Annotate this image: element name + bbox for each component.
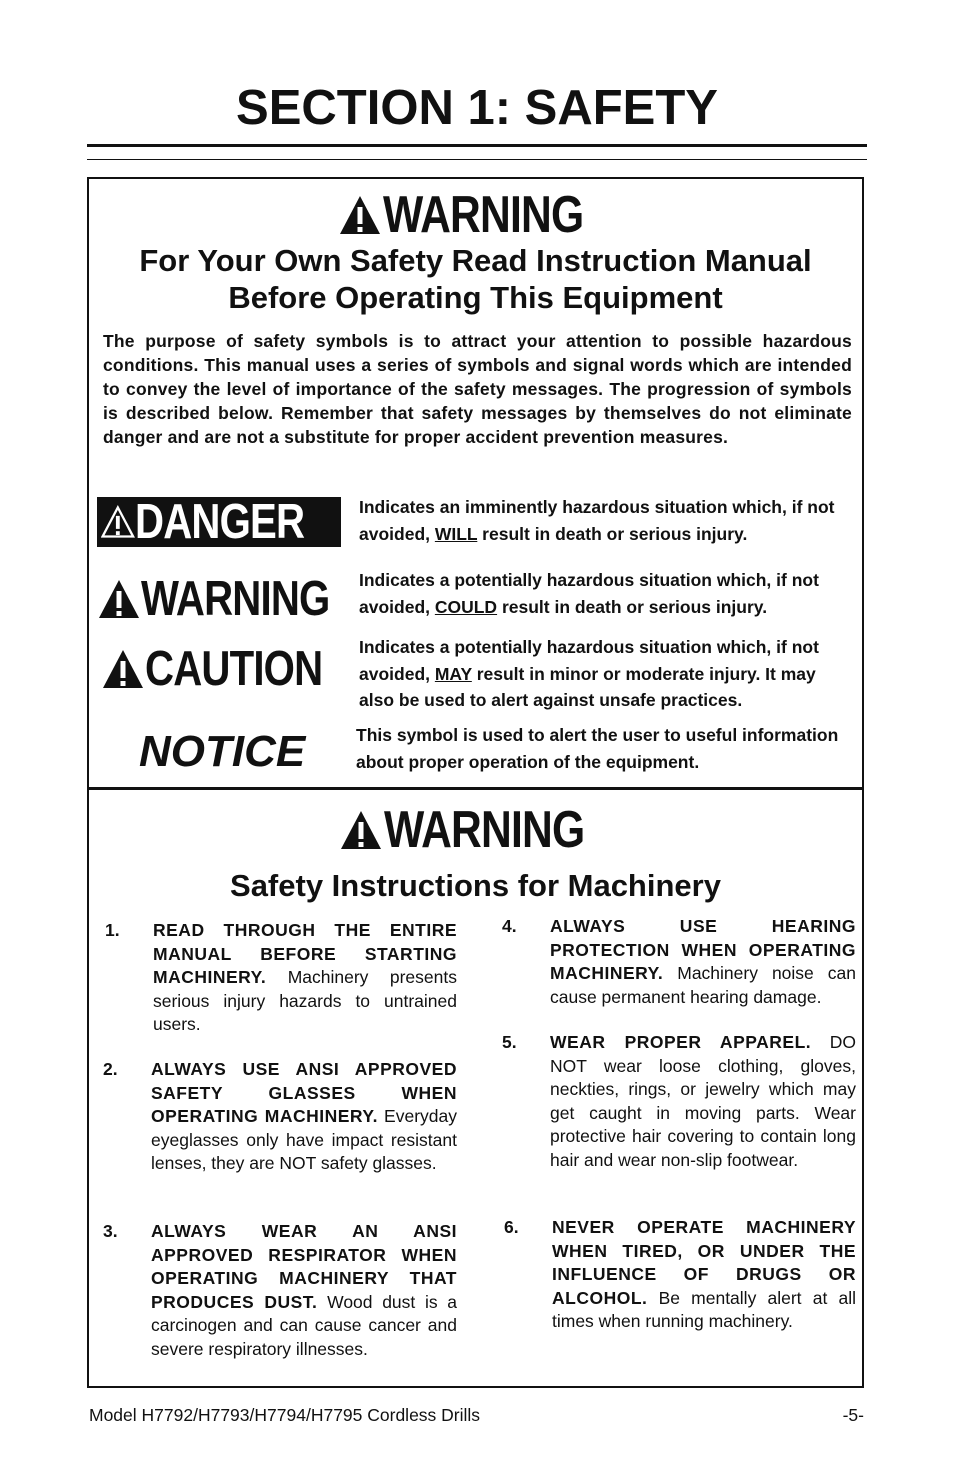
item-text: Wood dust is a carcinogen and can cause cancer and severe respiratory illnesses. xyxy=(151,1291,458,1359)
warning-description xyxy=(359,567,854,620)
item-lead: ALWAYS WEAR AN ANSI APPROVED RESPIRATOR WHEN OPERATING MACHINERY THAT PRODUCES DUST. xyxy=(151,1221,457,1312)
item-lead: READ THROUGH THE ENTIRE MANUAL BEFORE STARTING MACHINERY. xyxy=(153,920,457,987)
caution-signal xyxy=(101,641,361,697)
warning-signal xyxy=(97,571,371,627)
warning-desc-key: COULD xyxy=(434,596,498,617)
footer-model: Model H7792/H7793/H7794/H7795 Cordless Drills xyxy=(89,1405,481,1425)
warning-signal-header xyxy=(339,800,628,860)
notice-desc-text: This symbol is used to alert the user to useful information about proper operation of the equipment. xyxy=(356,725,839,772)
caution-desc-key: MAY xyxy=(434,663,472,684)
warning-signal-word: WARNING xyxy=(141,572,330,626)
warning-desc-text: Indicates a potentially hazardous situation which, if not avoided, xyxy=(359,570,819,617)
item-number: 3. xyxy=(103,1221,118,1241)
machinery-heading: Safety Instructions for Machinery xyxy=(230,868,721,903)
danger-desc-text: Indicates an imminently hazardous situation which, if not avoided, xyxy=(359,497,835,544)
warning-triangle-icon xyxy=(338,194,382,236)
caution-description xyxy=(359,634,854,714)
machinery-safety-box xyxy=(87,787,864,1388)
warning-signal-word: WARNING xyxy=(384,801,585,859)
caution-desc-text: Indicates a potentially hazardous situation which, if not avoided, xyxy=(359,637,819,684)
danger-signal-word: DANGER xyxy=(134,495,304,549)
item-text: DO NOT wear loose clothing, gloves, neckties, rings, or jewelry which may get caught in moving parts. Wear protective hair covering to contain long hair and wear non-slip footwear. xyxy=(550,1032,856,1170)
item-number: 4. xyxy=(502,916,517,936)
title-rule-thick xyxy=(87,144,867,147)
footer-page-number: -5- xyxy=(842,1405,864,1425)
item-lead: NEVER OPERATE MACHINERY WHEN TIRED, OR UNDER THE INFLUENCE OF DRUGS OR ALCOHOL. xyxy=(552,1217,856,1308)
manual-heading-line1: For Your Own Safety Read Instruction Manual xyxy=(139,243,812,278)
notice-description xyxy=(356,722,846,775)
item-number: 5. xyxy=(502,1032,517,1052)
caution-desc-tail: result in minor or moderate injury. It may also be used to alert against unsafe practices. xyxy=(359,663,816,710)
caution-signal-word: CAUTION xyxy=(145,642,323,696)
item-number: 2. xyxy=(103,1059,118,1079)
warning-signal-word: WARNING xyxy=(383,186,584,244)
item-text: Everyday eyeglasses only have impact resistant lenses, they are NOT safety glasses. xyxy=(151,1106,457,1173)
item-number: 6. xyxy=(504,1217,519,1237)
safety-intro-paragraph: The purpose of safety symbols is to attract your attention to possible hazardous conditions. This manual uses a series of symbols and signal words which are intended to convey the level of importance of the safety messages. The progression of symbols is described below. Remember that safety messages by themselves do not eliminate danger and are not a substitute for proper accident prevention measures. xyxy=(103,331,852,447)
title-rule-thin xyxy=(87,159,867,160)
notice-signal-word: NOTICE xyxy=(139,727,306,776)
item-text: Be mentally alert at all times when running machinery. xyxy=(552,1287,856,1331)
item-lead: WEAR PROPER APPAREL. xyxy=(550,1032,812,1052)
item-lead: ALWAYS USE ANSI APPROVED SAFETY GLASSES WHEN OPERATING MACHINERY. xyxy=(151,1059,457,1126)
warning-triangle-icon xyxy=(339,809,383,851)
danger-description xyxy=(359,494,854,547)
danger-signal xyxy=(97,497,341,547)
warning-desc-tail: result in death or serious injury. xyxy=(497,596,768,617)
page-title: SECTION 1: SAFETY xyxy=(236,81,718,135)
caution-triangle-icon xyxy=(101,648,145,690)
warning-signal-header xyxy=(338,185,627,245)
safety-symbols-box xyxy=(87,177,864,789)
item-text: Machinery presents serious injury hazards to untrained users. xyxy=(153,967,457,1034)
manual-heading-line2: Before Operating This Equipment xyxy=(228,280,723,315)
item-number: 1. xyxy=(105,920,120,940)
item-lead: ALWAYS USE HEARING PROTECTION WHEN OPERATING MACHINERY. xyxy=(550,916,856,983)
item-text: Machinery noise can cause permanent hearing damage. xyxy=(550,963,856,1007)
danger-desc-tail: result in death or serious injury. xyxy=(477,523,748,544)
danger-desc-key: WILL xyxy=(434,523,478,544)
warning-triangle-icon xyxy=(97,578,141,620)
danger-triangle-icon xyxy=(101,501,135,543)
